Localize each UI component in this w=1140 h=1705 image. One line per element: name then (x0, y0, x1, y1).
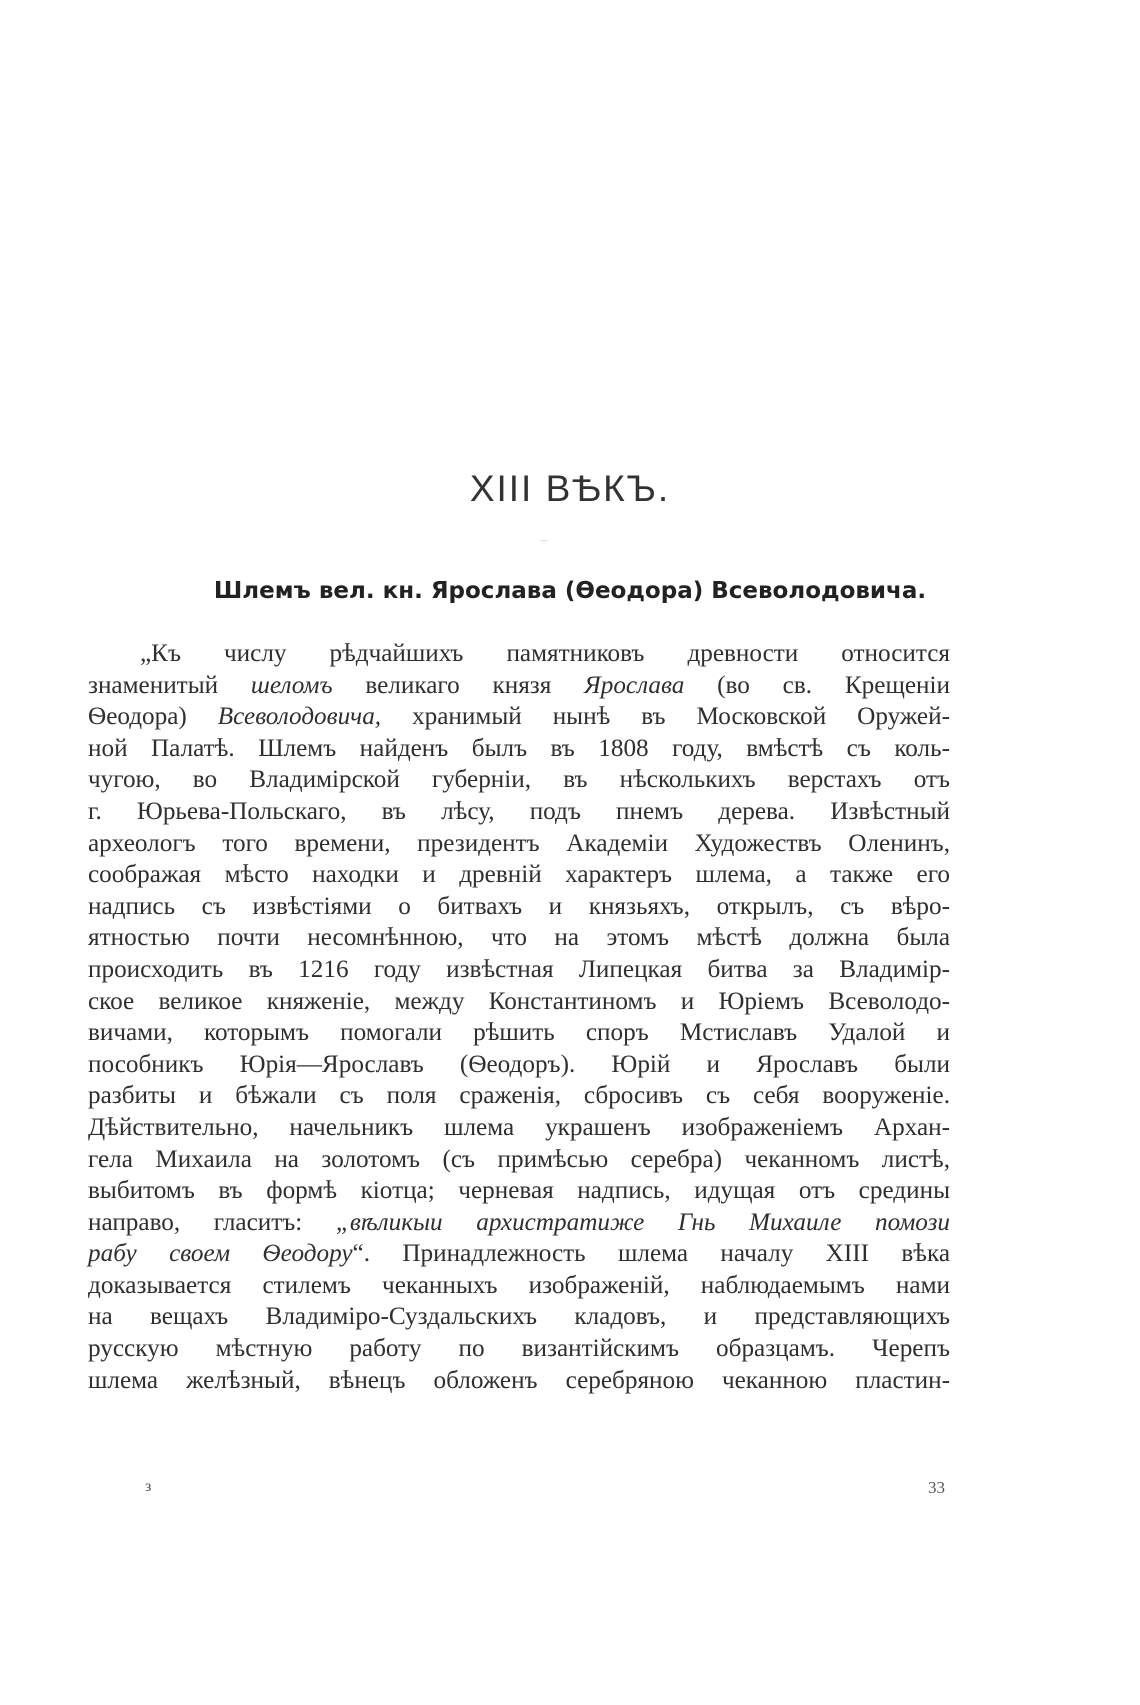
text-line (88, 1175, 950, 1207)
body-paragraph (88, 638, 950, 1396)
text-line (88, 1144, 950, 1176)
text-segment: ятностью почти несомнѣнною, что на этомъ мѣстѣ должна была (88, 924, 950, 952)
text-line (88, 1301, 950, 1333)
text-segment: пособникъ Юрія—Ярославъ (Ѳеодоръ). Юрій и Ярославъ были (88, 1050, 950, 1078)
text-line (88, 986, 950, 1018)
text-segment: археологъ того времени, президентъ Академіи Художествъ Оленинъ, (88, 829, 950, 857)
text-segment: чугою, во Владимірской губерніи, въ нѣсколькихъ верстахъ отъ (88, 766, 950, 794)
italic-text: „вѣликыи архистратиже Гнь Михаиле помози (335, 1208, 950, 1236)
text-line (88, 891, 950, 923)
italic-text: Всеволодовича, (217, 703, 382, 731)
text-segment: шлема желѣзный, вѣнецъ обложенъ серебряною чеканною пластин- (88, 1366, 950, 1394)
text-line (88, 1207, 950, 1239)
text-segment: надпись съ извѣстіями о битвахъ и князьяхъ, открылъ, съ вѣро- (88, 892, 950, 920)
text-segment: (во св. Крещеніи (684, 671, 950, 699)
text-line (88, 796, 950, 828)
text-line (88, 828, 950, 860)
text-segment: „Къ числу рѣдчайшихъ памятниковъ древности относится (140, 640, 950, 667)
text-line (88, 1112, 950, 1144)
text-line (88, 1333, 950, 1365)
text-segment: ское великое княженіе, между Константиномъ и Юріемъ Всеволодо- (88, 987, 950, 1015)
text-segment: великаго князя (332, 671, 585, 699)
text-segment: русскую мѣстную работу по византійскимъ образцамъ. Черепъ (88, 1335, 950, 1363)
section-heading: Шлемъ вел. кн. Ярослава (Ѳеодора) Всеволодовича. (213, 578, 927, 604)
page-number: 33 (928, 1478, 945, 1497)
text-segment: на вещахъ Владиміро-Суздальскихъ кладовъ, и представляющихъ (88, 1303, 950, 1331)
signature-mark: з (145, 1478, 152, 1495)
text-line (88, 733, 950, 765)
text-segment: направо, гласитъ: (88, 1208, 336, 1236)
text-segment: вичами, которымъ помогали рѣшить споръ Мстиславъ Удалой и (88, 1019, 950, 1047)
italic-text: шеломъ (250, 671, 333, 699)
text-segment: разбиты и бѣжали съ поля сраженія, сбросивъ съ себя вооруженіе. (88, 1082, 950, 1110)
text-line (88, 954, 950, 986)
text-segment: хранимый нынѣ въ Московской Оружей- (381, 703, 950, 731)
text-line (88, 859, 950, 891)
text-line (88, 1365, 950, 1397)
text-line (88, 1080, 950, 1112)
text-segment: “. Принадлежность шлема началу XIII вѣка (352, 1240, 950, 1268)
text-line (88, 1017, 950, 1049)
text-line (88, 670, 950, 702)
text-line (88, 1238, 950, 1270)
text-segment: выбитомъ въ формѣ кіотца; черневая надпись, идущая отъ средины (88, 1177, 950, 1205)
text-segment: г. Юрьева-Польскаго, въ лѣсу, подъ пнемъ дерева. Извѣстный (88, 797, 950, 825)
text-line (88, 764, 950, 796)
text-line (88, 922, 950, 954)
text-line (88, 701, 950, 733)
text-segment: Ѳеодора) (88, 703, 218, 731)
decorative-rule (540, 540, 548, 541)
text-segment: знаменитый (88, 671, 251, 699)
text-segment: соображая мѣсто находки и древній характеръ шлема, а также его (88, 861, 950, 889)
text-line (88, 1270, 950, 1302)
text-segment: гела Михаила на золотомъ (съ примѣсью серебра) чеканномъ листѣ, (88, 1145, 950, 1173)
italic-text: рабу своем Ѳеодору (88, 1240, 353, 1268)
chapter-title: XIII ВѢКЪ. (469, 468, 671, 509)
text-line (88, 1049, 950, 1081)
text-segment: ной Палатѣ. Шлемъ найденъ былъ въ 1808 году, вмѣстѣ съ коль- (88, 734, 950, 762)
italic-text: Ярослава (584, 671, 685, 699)
text-segment: доказывается стилемъ чеканныхъ изображеній, наблюдаемымъ нами (88, 1271, 950, 1299)
text-line (88, 638, 950, 670)
text-segment: Дѣйствительно, начельникъ шлема украшенъ изображеніемъ Архан- (88, 1113, 950, 1141)
text-segment: происходить въ 1216 году извѣстная Липецкая битва за Владимір- (88, 955, 950, 983)
